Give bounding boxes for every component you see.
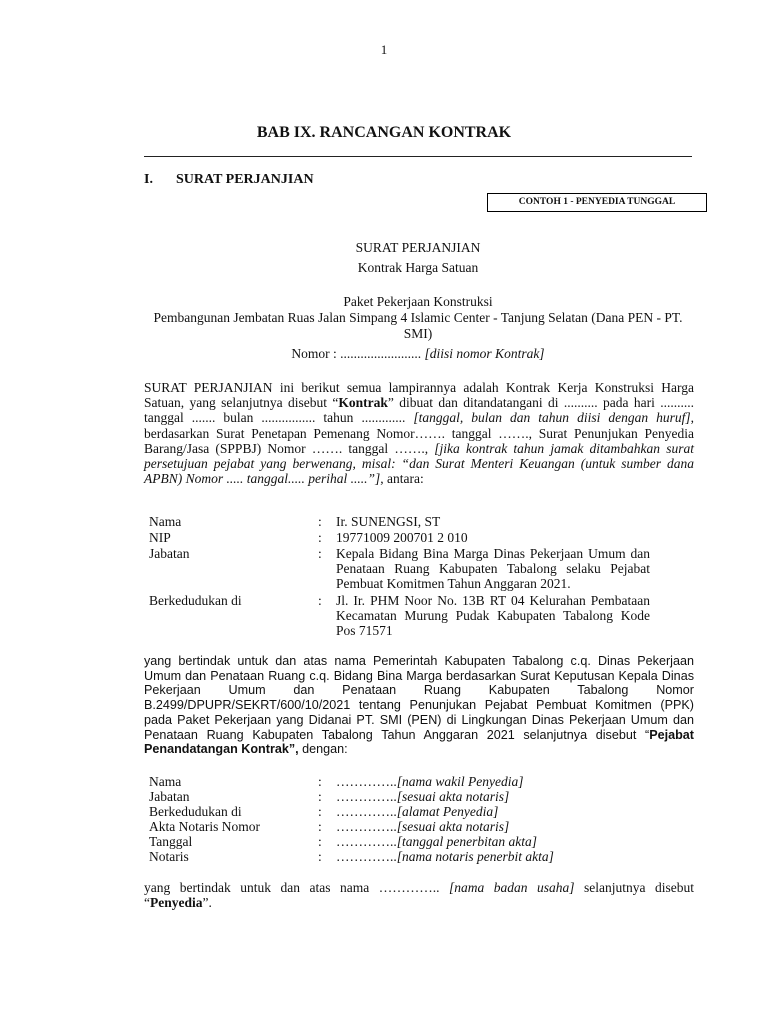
party1-colon: :: [318, 514, 322, 529]
title-divider: [144, 156, 692, 157]
provider-term: Penyedia: [150, 895, 203, 911]
party2-hint: [alamat Penyedia]: [396, 804, 499, 819]
party2-hint: [nama wakil Penyedia]: [396, 774, 524, 789]
party1-label: Berkedudukan di: [149, 593, 242, 608]
party2-colon: :: [318, 789, 322, 804]
section-number: I.: [144, 172, 153, 187]
party2-label: Akta Notaris Nomor: [149, 819, 260, 834]
party2-value: [336, 804, 650, 819]
party1-value: Kepala Bidang Bina Marga Dinas Pekerjaan Umum dan Penataan Ruang Kabupaten Tabalong selaku Pejabat Pembuat Komitmen Tahun Anggaran 2021.: [336, 546, 650, 592]
party2-value: [336, 789, 650, 804]
agreement-title: SURAT PERJANJIAN: [355, 240, 481, 255]
party2-dots: …………..: [336, 849, 397, 864]
party2-dots: …………..: [336, 789, 397, 804]
party2-value: [336, 774, 650, 789]
chapter-title: BAB IX. RANCANGAN KONTRAK: [256, 124, 512, 141]
provider-hint: [nama badan usaha]: [448, 880, 575, 895]
party2-value: [336, 834, 650, 849]
intro-text-4: , antara:: [380, 471, 424, 487]
provider-paragraph: [144, 880, 694, 910]
party2-hint: [tanggal penerbitan akta]: [396, 834, 537, 849]
party2-hint: [sesuai akta notaris]: [396, 819, 510, 834]
party2-colon: :: [318, 804, 322, 819]
intro-hint-multiyear: [jika kontrak tahun jamak ditambahkan surat persetujuan pejabat yang berwenang, misal: “dan Surat Menteri Keuangan (untuk sumber dana APBN) Nomor ..... tanggal..... perihal .....”]: [144, 440, 695, 487]
intro-text-1: SURAT PERJANJIAN ini berikut semua lampirannya adalah Kontrak Kerja Konstruksi Harga Satuan, yang selanjutnya disebut “: [144, 380, 694, 411]
party2-value: [336, 819, 650, 834]
party2-value: [336, 849, 650, 864]
party2-label: Berkedudukan di: [149, 804, 242, 819]
contract-type: Kontrak Harga Satuan: [357, 260, 479, 275]
party1-value: Ir. SUNENGSI, ST: [336, 514, 441, 529]
contract-number-hint: [diisi nomor Kontrak]: [424, 346, 545, 361]
contract-number-label: Nomor : ........................: [291, 346, 422, 361]
party1-colon: :: [318, 546, 322, 561]
package-type: Paket Pekerjaan Konstruksi: [343, 294, 493, 309]
party2-label: Jabatan: [149, 789, 190, 804]
representation-text-2: dengan:: [298, 742, 348, 757]
party1-value: 19771009 200701 2 010: [336, 530, 468, 545]
representation-paragraph: [144, 654, 694, 757]
party1-value: Jl. Ir. PHM Noor No. 13B RT 04 Kelurahan Pembataan Kecamatan Murung Pudak Kabupaten Tabalong Kode Pos 71571: [336, 593, 650, 639]
party2-hint: [sesuai akta notaris]: [396, 789, 510, 804]
party1-colon: :: [318, 593, 322, 608]
party2-colon: :: [318, 774, 322, 789]
party2-colon: :: [318, 819, 322, 834]
party2-hint: [nama notaris penerbit akta]: [396, 849, 554, 864]
section-title: SURAT PERJANJIAN: [176, 172, 314, 187]
representation-term: Pejabat Penandatangan Kontrak”,: [144, 727, 694, 757]
intro-text-2: ” dibuat dan ditandatangani di .......... pada hari .......... tanggal ....... bulan ................ tahun .............: [144, 395, 694, 426]
example-badge: CONTOH 1 - PENYEDIA TUNGGAL: [487, 193, 707, 212]
page-number: 1: [380, 42, 388, 57]
party2-label: Tanggal: [149, 834, 193, 849]
intro-kontrak-term: Kontrak: [338, 395, 388, 411]
intro-text-3: , berdasarkan Surat Penetapan Pemenang Nomor……. tanggal ……., Surat Penunjukan Penyedia Barang/Jasa (SPPBJ) Nomor ……. tanggal …….,: [144, 410, 694, 456]
party2-dots: …………..: [336, 774, 397, 789]
party1-label: Jabatan: [149, 546, 190, 561]
representation-text-1: yang bertindak untuk dan atas nama Pemerintah Kabupaten Tabalong c.q. Dinas Pekerjaan Umum dan Penataan Ruang c.q. Bidang Bina Marga berdasarkan Surat Keputusan Kepala Dinas Pekerjaan Umum dan Penataan Ruang Kabupaten Tabalong Nomor B.2499/DPUPR/SEKRT/600/10/2021 tentang Penunjukan Pejabat Pembuat Komitmen (PPK) pada Paket Pekerjaan yang Didanai PT. SMI (PEN) di Lingkungan Dinas Pekerjaan Umum dan Penataan Ruang Kabupaten Tabalong Tahun Anggaran 2021 selanjutnya disebut “: [144, 654, 694, 742]
party2-colon: :: [318, 849, 322, 864]
section-heading: [144, 172, 314, 188]
intro-hint-date: [tanggal, bulan dan tahun diisi dengan huruf]: [413, 410, 691, 426]
contract-number: [144, 344, 692, 363]
package-name: Pembangunan Jembatan Ruas Jalan Simpang 4 Islamic Center - Tanjung Selatan (Dana PEN - PT. SMI): [153, 310, 683, 341]
provider-text-2: selanjutnya disebut “: [144, 880, 695, 911]
party2-label: Notaris: [149, 849, 189, 864]
party1-colon: :: [318, 530, 322, 545]
party2-dots: …………..: [336, 819, 397, 834]
party2-dots: …………..: [336, 834, 397, 849]
intro-paragraph: [144, 380, 694, 486]
party1-label: Nama: [149, 514, 182, 529]
party2-colon: :: [318, 834, 322, 849]
party2-label: Nama: [149, 774, 182, 789]
party2-dots: …………..: [336, 804, 397, 819]
party1-label: NIP: [149, 530, 171, 545]
provider-text-3: ”.: [202, 895, 212, 911]
provider-text-1: yang bertindak untuk dan atas nama …………..: [144, 880, 440, 895]
